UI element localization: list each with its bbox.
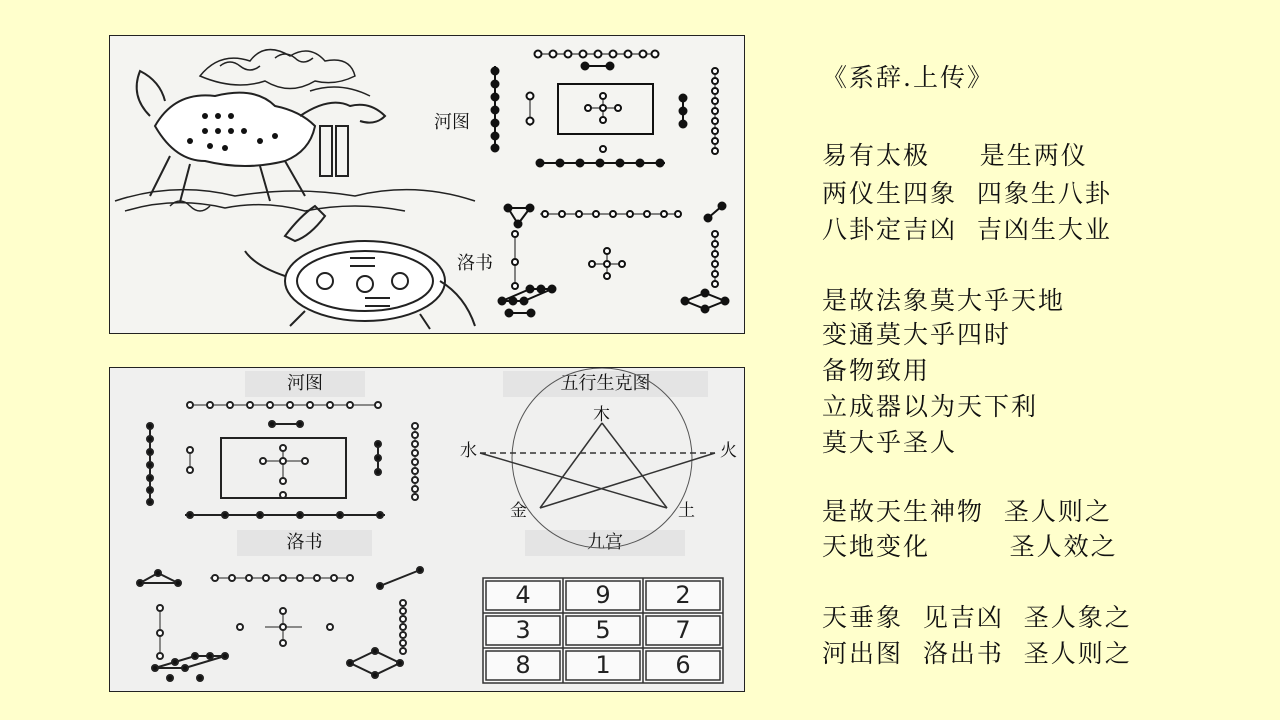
hetu-luoshu-illustration	[109, 35, 745, 334]
luoshu-title: 洛书	[237, 530, 372, 556]
wuxing-node-fire: 火	[720, 441, 737, 461]
text-line-5: 变通莫大乎四时	[822, 320, 1012, 349]
text-line-6: 备物致用	[822, 356, 931, 385]
cloud-swirls-top	[200, 50, 370, 96]
cloud-band	[115, 190, 475, 211]
hetu-diagram	[492, 51, 719, 167]
jiugong-cell-3: 3	[515, 616, 531, 644]
jiugong-cell-5: 5	[595, 616, 611, 644]
text-title: 《系辞.上传》	[822, 63, 994, 92]
illustration-svg	[110, 36, 744, 333]
jiugong-cell-2: 2	[675, 581, 691, 609]
jiugong-cell-7: 7	[675, 616, 691, 644]
text-line-10: 天地变化 圣人效之	[822, 532, 1118, 561]
four-diagrams-panel	[109, 367, 745, 692]
wuxing-diagram	[480, 368, 715, 548]
hetu-small-diagram	[147, 402, 418, 518]
text-line-4: 是故法象莫大乎天地	[822, 286, 1066, 315]
text-line-11: 天垂象 见吉凶 圣人象之	[822, 603, 1132, 632]
trigram-columns	[320, 126, 348, 176]
wuxing-title: 五行生克图	[503, 371, 708, 397]
luoshu-diagram	[499, 203, 729, 317]
wuxing-node-earth: 土	[678, 501, 695, 521]
jiugong-cell-1: 1	[595, 651, 611, 679]
text-line-7: 立成器以为天下利	[822, 392, 1039, 421]
text-line-2: 两仪生四象 四象生八卦	[822, 179, 1112, 208]
jiugong-cell-6: 6	[675, 651, 691, 679]
wuxing-node-water: 水	[460, 441, 477, 461]
hetu-title: 河图	[245, 371, 365, 397]
wuxing-node-wood: 木	[593, 405, 610, 425]
jiugong-cell-4: 4	[515, 581, 531, 609]
divine-turtle-figure	[245, 206, 475, 329]
text-line-8: 莫大乎圣人	[822, 428, 958, 457]
wuxing-node-metal: 金	[510, 501, 527, 521]
text-line-1: 易有太极 是生两仪	[822, 141, 1088, 170]
luoshu-small-diagram	[137, 567, 423, 681]
text-line-9: 是故天生神物 圣人则之	[822, 497, 1112, 526]
hetu-label: 河图	[434, 112, 470, 133]
luoshu-label-vertical-1: 洛书	[457, 253, 493, 274]
jiugong-title: 九宫	[525, 530, 685, 556]
text-line-3: 八卦定吉凶 吉凶生大业	[822, 215, 1112, 244]
jiugong-cell-9: 9	[595, 581, 611, 609]
text-line-12: 河出图 洛出书 圣人则之	[822, 639, 1132, 668]
jiugong-cell-8: 8	[515, 651, 531, 679]
